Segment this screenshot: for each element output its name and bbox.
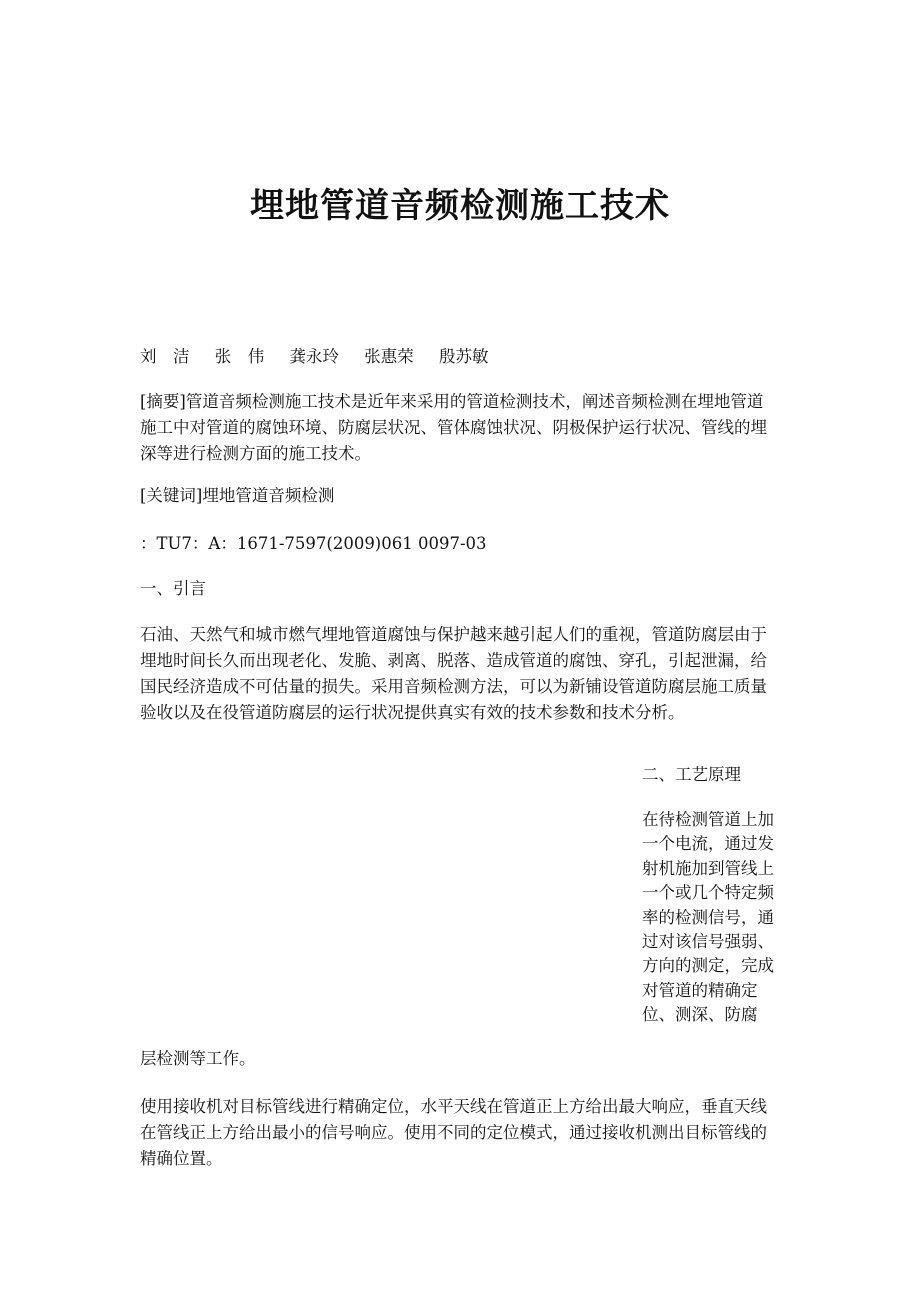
classification-line: ：TU7：A：1671-7597(2009)061 0097-03	[140, 534, 487, 553]
author-name: 张惠荣	[364, 347, 414, 366]
keywords-line: [关键词]埋地管道音频检测	[140, 486, 335, 505]
author-name: 殷苏敏	[439, 347, 489, 366]
author-name: 张 伟	[214, 347, 265, 366]
abstract-paragraph: [摘要]管道音频检测施工技术是近年来采用的管道检测技术，阐述音频检测在埋地管道施工中对管道的腐蚀环境、防腐层状况、管体腐蚀状况、阴极保护运行状况、管线的埋深等进行检测方面的施工技术。	[140, 392, 767, 463]
body-paragraph: 使用接收机对目标管线进行精确定位，水平天线在管道正上方给出最大响应，垂直天线在管线正上方给出最小的信号响应。使用不同的定位模式，通过接收机测出目标管线的精确位置。	[140, 1097, 767, 1168]
author-name: 龚永玲	[289, 347, 339, 366]
intro-paragraph: 石油、天然气和城市燃气埋地管道腐蚀与保护越来越引起人们的重视，管道防腐层由于埋地时间长久而出现老化、发脆、剥离、脱落、造成管道的腐蚀、穿孔，引起泄漏，给国民经济造成不可估量的损失。采用音频检测方法，可以为新铺设管道防腐层施工质量验收以及在役管道防腐层的运行状况提供真实有效的技术参数和技术分析。	[140, 625, 767, 722]
narrow-column-paragraph: 在待检测管道上加一个电流，通过发射机施加到管线上一个或几个特定频率的检测信号，通过对该信号强弱、方向的测定，完成对管道的精确定位、测深、防腐	[642, 810, 774, 1025]
section-heading: 二、工艺原理	[642, 765, 741, 784]
author-name: 刘 洁	[140, 347, 190, 366]
document-title: 埋地管道音频检测施工技术	[250, 186, 670, 226]
author-list	[140, 344, 776, 370]
paragraph-continuation: 层检测等工作。	[140, 1049, 256, 1068]
section-heading: 一、引言	[140, 579, 206, 598]
